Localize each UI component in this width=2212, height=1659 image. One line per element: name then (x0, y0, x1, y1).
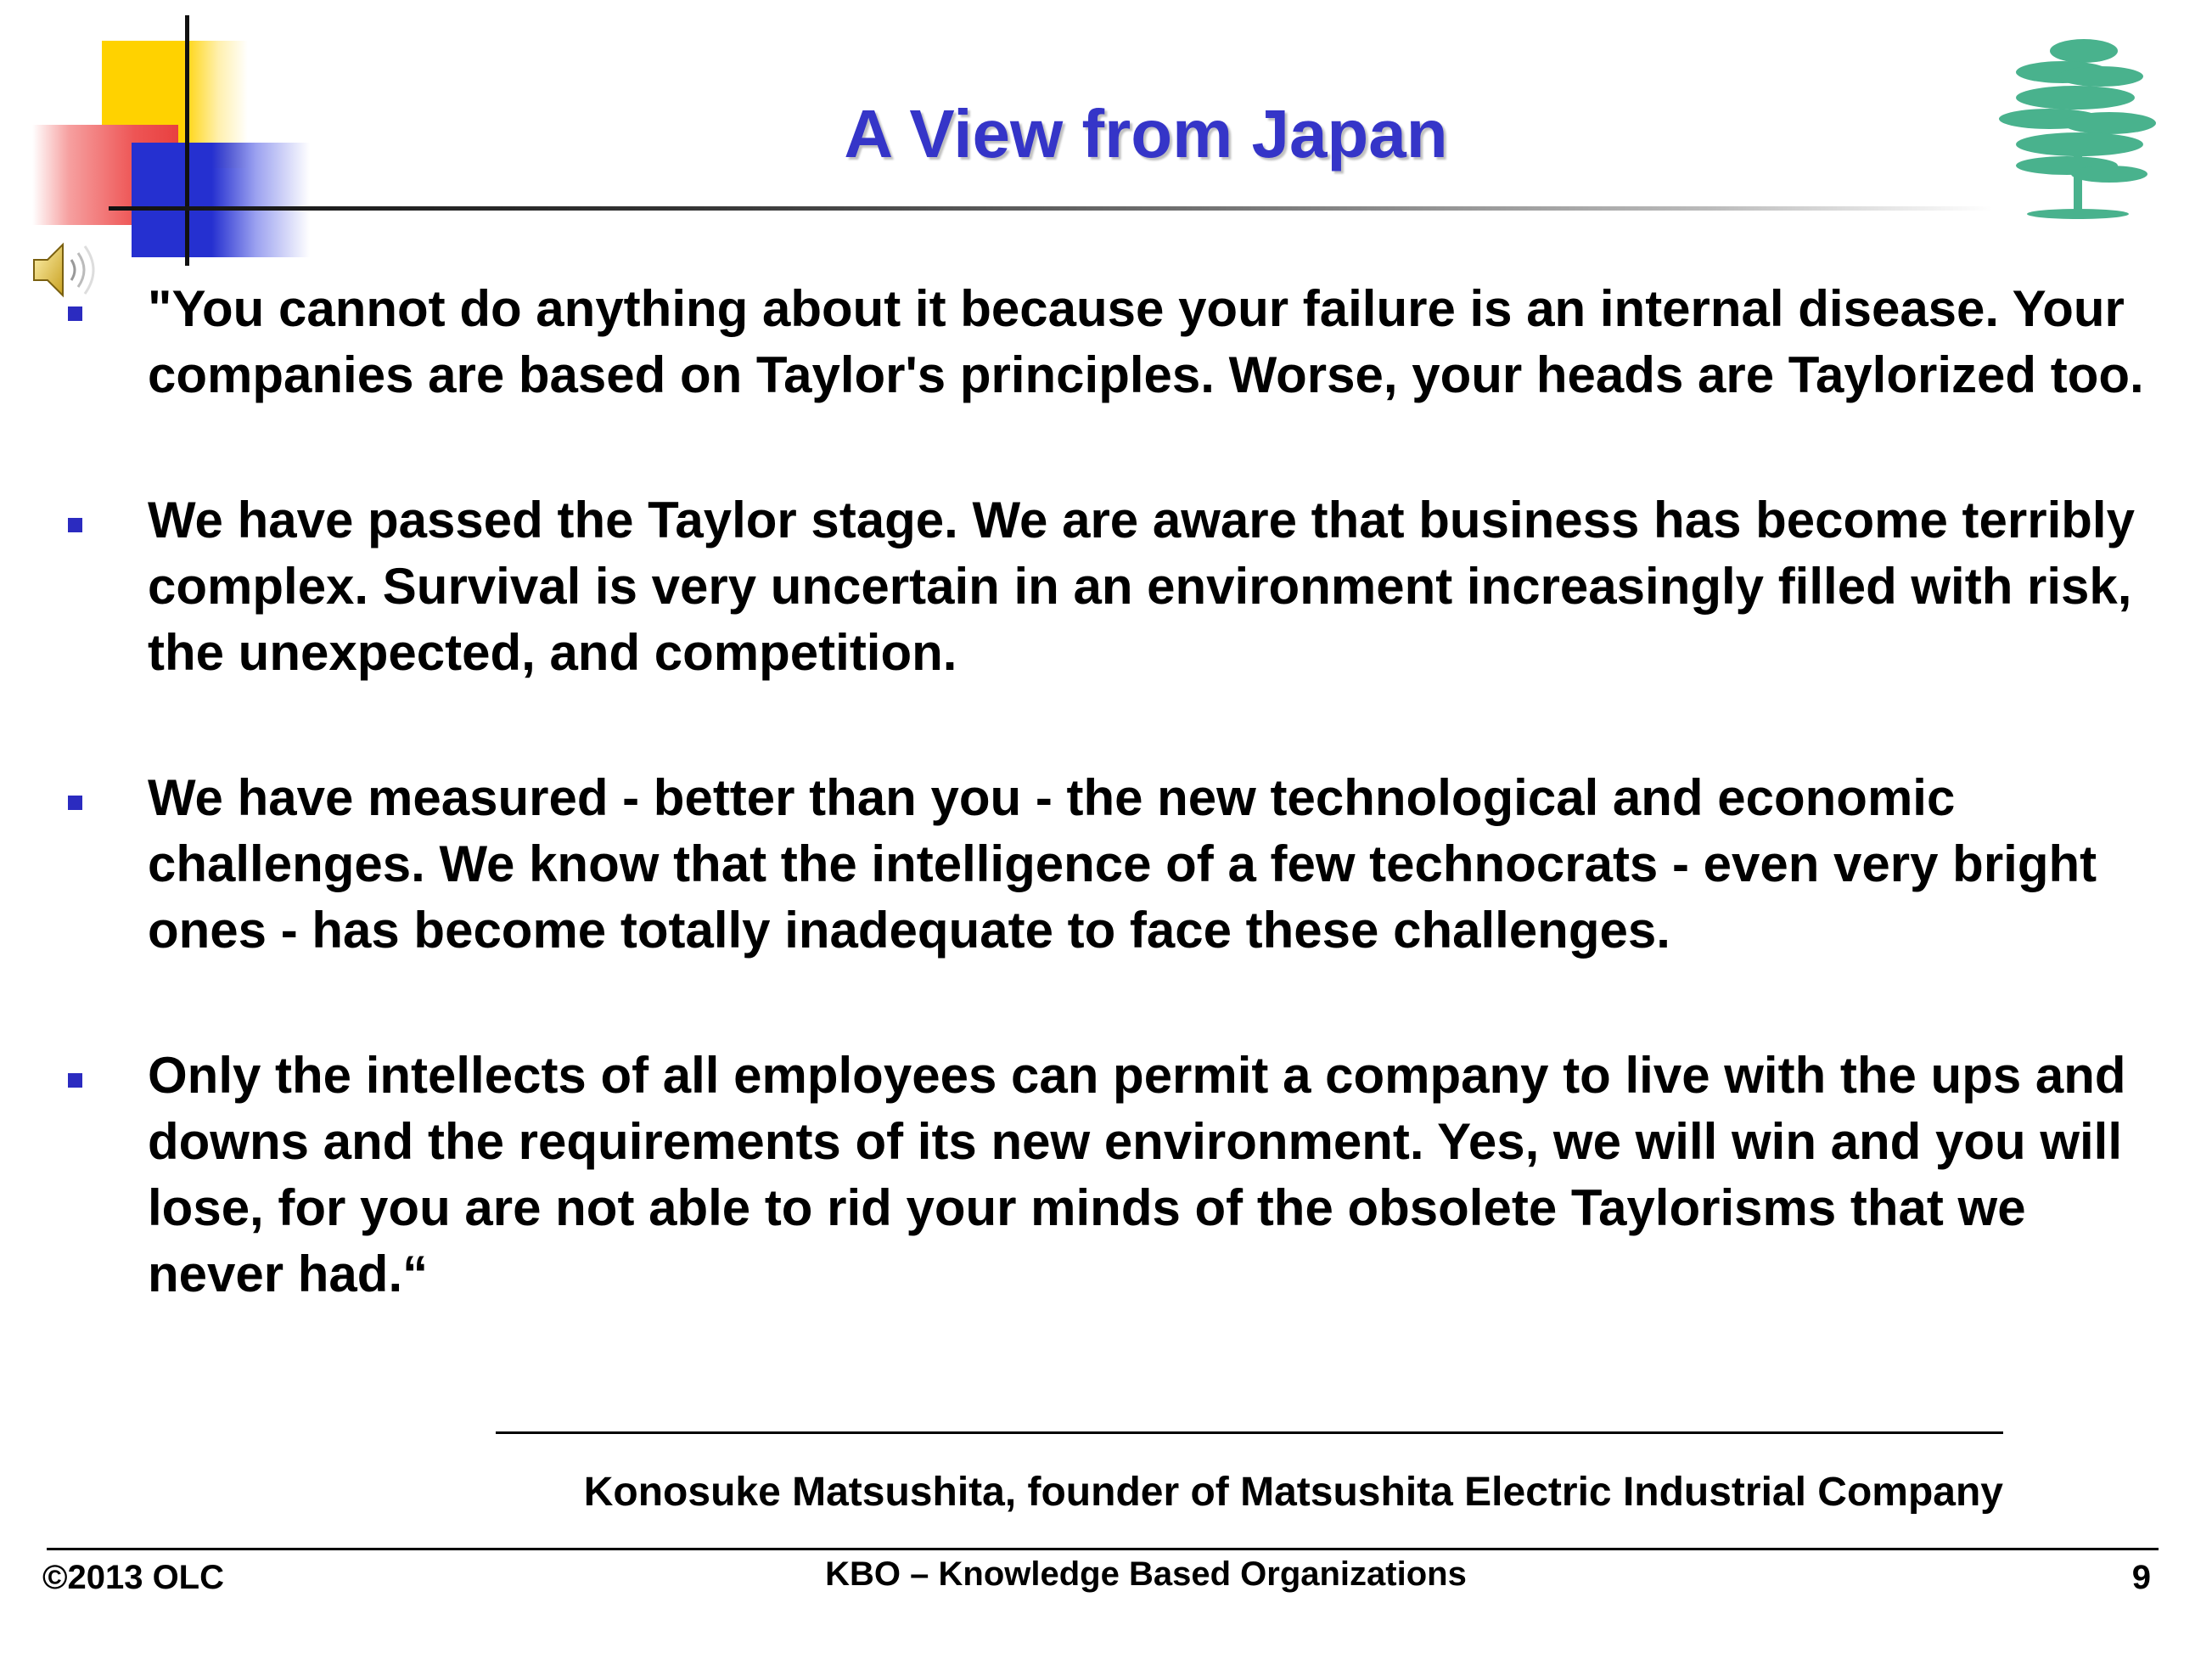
bullet-marker (68, 306, 82, 321)
quote-bullet-list (63, 276, 2151, 1308)
bullet-marker (68, 518, 82, 532)
attribution-divider (496, 1431, 2003, 1434)
quote-bullet-item (63, 487, 2151, 686)
bullet-text: We have passed the Taylor stage. We are aware that business has become terribly complex. Survival is very uncertain in an environment increasingly filled with risk, the unexpected, and competition. (148, 492, 2135, 681)
decorative-vertical-line (185, 15, 189, 266)
decorative-blue-block (132, 143, 310, 257)
bullet-text: Only the intellects of all employees can permit a company to live with the ups and downs and the requirements of its new environment. Yes, we will win and you will lose, for you are not able to rid your minds of the obsolete Taylorisms that we never had.“ (148, 1047, 2126, 1302)
slide-title: A View from Japan (844, 96, 1448, 172)
footer-course-title: KBO – Knowledge Based Organizations (825, 1555, 1467, 1593)
tree-logo-icon (1982, 25, 2177, 225)
quote-bullet-item (63, 765, 2151, 964)
bullet-text: We have measured - better than you - the new technological and economic challenges. We know that the intelligence of a few technocrats - even very bright ones - has become totally inadequate to face these challenges. (148, 769, 2097, 959)
quote-attribution: Konosuke Matsushita, founder of Matsushita Electric Industrial Company (583, 1470, 2003, 1515)
title-underline (109, 206, 1993, 211)
bullet-marker (68, 796, 82, 810)
bullet-text: "You cannot do anything about it because your failure is an internal disease. Your companies are based on Taylor's principles. Worse, your heads are Taylorized too. (148, 280, 2144, 403)
quote-bullet-item (63, 1043, 2151, 1308)
bullet-marker (68, 1073, 82, 1088)
quote-bullet-item (63, 276, 2151, 408)
footer-copyright: ©2013 OLC (42, 1559, 225, 1596)
page-number: 9 (2131, 1559, 2151, 1596)
footer-divider (47, 1548, 2159, 1550)
